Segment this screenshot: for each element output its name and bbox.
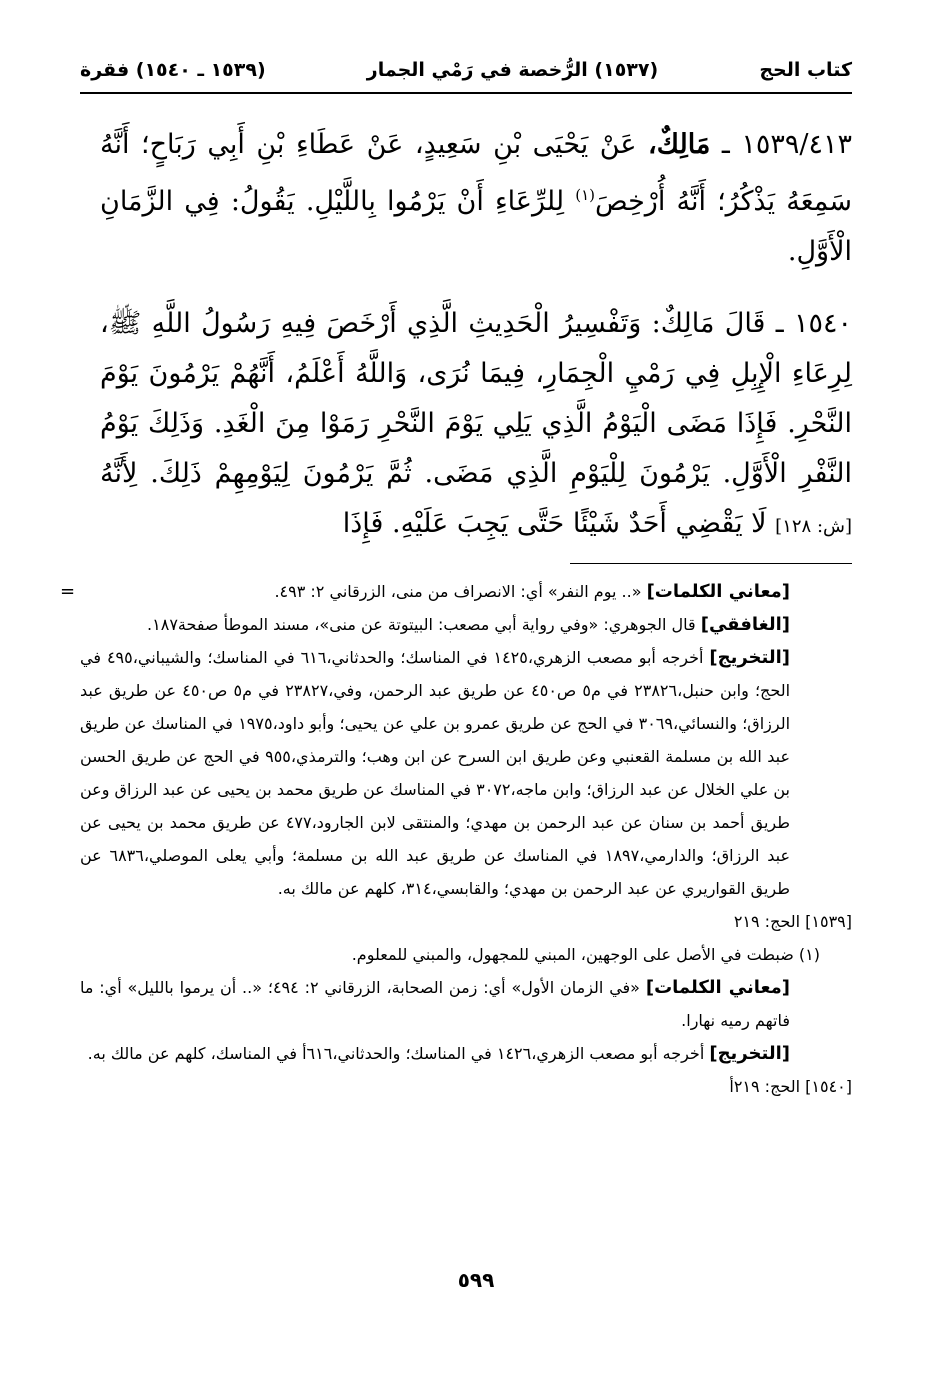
ref-1540: [١٥٤٠] الحج: ٢١٩أ xyxy=(729,1077,852,1096)
note-text: «في الزمان الأول» أي: زمن الصحابة، الزرقاني ٢: ٤٩٤؛ «.. أن يرموا بالليل» أي: ما فاتهم رميه نهارا. xyxy=(80,978,790,1030)
footnote-separator xyxy=(570,563,852,564)
note-ghafiqi xyxy=(80,608,790,641)
note-takhrij xyxy=(80,641,790,905)
footnote-block-1540 xyxy=(80,971,852,1070)
header-paragraph-range: (١٥٣٩ ـ ١٥٤٠) فقرة xyxy=(80,59,266,81)
page-reference: [ش: ١٢٨] xyxy=(775,516,852,537)
note-text: قال الجوهري: «وفي رواية أبي مصعب: البيتوتة عن منى»، مسند الموطأ صفحة١٨٧. xyxy=(147,615,696,634)
footnote-ref[interactable]: (١) xyxy=(575,186,596,204)
paragraph-number: ١٥٤٠ ـ xyxy=(775,308,853,339)
note-takhrij xyxy=(80,1037,790,1070)
paragraph-number: ١٥٣٩/٤١٣ ـ xyxy=(721,129,852,160)
hadith-text: لِلرِّعَاءِ أَنْ يَرْمُوا بِاللَّيْلِ. يَقُولُ: فِي الزَّمَانِ الْأَوَّلِ. xyxy=(100,186,852,267)
narrator-malik: مَالِكٌ، xyxy=(648,129,711,160)
commentary-text: قَالَ مَالِكٌ: وَتَفْسِيرُ الْحَدِيثِ الَّذِي أَرْخَصَ فِيهِ رَسُولُ اللَّهِ ﷺ، لِرِعَاءِ الْإِبِلِ فِي رَمْيِ الْجِمَارِ، فِيمَا نُرَى، وَاللَّهُ أَعْلَمُ، أَنَّهُمْ يَرْمُونَ يَوْمَ النَّحْرِ. فَإِذَا مَضَى الْيَوْمُ الَّذِي يَلِي يَوْمَ النَّحْرِ رَمَوْا مِنَ الْغَدِ. وَذَلِكَ يَوْمُ النَّفْرِ الْأَوَّلِ. يَرْمُونَ لِلْيَوْمِ الَّذِي مَضَى. ثُمَّ يَرْمُونَ لِيَوْمِهِمْ ذَلِكَ. لِأَنَّهُ xyxy=(100,308,852,489)
note-maani xyxy=(80,575,790,608)
label-maani: [معاني الكلمات] xyxy=(645,977,791,998)
page-number: ٥٩٩ xyxy=(457,1268,495,1292)
header-rule xyxy=(80,92,852,94)
main-text xyxy=(100,120,852,552)
label-takhrij: [التخريج] xyxy=(709,1043,790,1064)
continuation-mark: = xyxy=(60,581,76,602)
running-header xyxy=(80,50,852,90)
header-book-title: كتاب الحج xyxy=(759,59,852,81)
note-text: أخرجه أبو مصعب الزهري،١٤٢٥ في المناسك؛ والحدثاني،٦١٦ في المناسك؛ والشيباني،٤٩٥ في الحج؛ وابن حنبل،٢٣٨٢٦ في م٥ ص٤٥٠ عن طريق عبد الرحمن، وفي،٢٣٨٢٧ في م٥ ص٤٥٠ عن طريق عبد الرزاق؛ والنسائي،٣٠٦٩ في الحج عن طريق عمرو بن علي عن يحيى؛ وأبو داود،١٩٧٥ في المناسك عن طريق عبد الله بن مسلمة القعنبي وعن طريق ابن السرح عن ابن وهب؛ والترمذي،٩٥٥ في الحج عن طريق الحسن بن علي الخلال عن عبد الرزاق؛ وابن ماجه،٣٠٧٢ في المناسك عن طريق محمد بن يحيى عن عبد الرزاق وعن طريق أحمد بن سنان عن عبد الرحمن بن مهدي؛ والمنتقى لابن الجارود،٤٧٧ عن طريق محمد بن يحيى عن عبد الرزاق؛ والدارمي،١٨٩٧ في المناسك عن طريق عبد الله بن مسلمة؛ وأبي يعلى الموصلي،٦٨٣٦ عن طريق القواريري عن عبد الرحمن بن مهدي؛ والقابسي،٣١٤، كلهم عن مالك به. xyxy=(80,648,791,898)
note-text: «.. يوم النفر» أي: الانصراف من منى، الزرقاني ٢: ٤٩٣. xyxy=(274,582,642,601)
ref-1539: [١٥٣٩] الحج: ٢١٩ xyxy=(733,912,852,931)
hadith-text: عَنْ يَحْيَى بْنِ سَعِيدٍ، عَنْ عَطَاءِ بْنِ أَبِي رَبَاحٍ؛ أَنَّهُ سَمِعَهُ يَذْكُرُ؛ أَنَّهُ أُرْخِصَ xyxy=(100,129,852,217)
footnotes xyxy=(60,575,852,1103)
note-maani xyxy=(80,971,790,1037)
label-ghafiqi: [الغافقي] xyxy=(700,614,790,635)
label-takhrij: [التخريج] xyxy=(709,647,791,668)
note-text: أخرجه أبو مصعب الزهري،١٤٢٦ في المناسك؛ والحدثاني،٦١٦أ في المناسك، كلهم عن مالك به. xyxy=(87,1044,705,1063)
footnote-1: (١) ضبطت في الأصل على الوجهين، المبني للمجهول، والمبني للمعلوم. xyxy=(351,945,820,964)
commentary-text: لَا يَقْضِي أَحَدٌ شَيْئًا حَتَّى يَجِبَ عَلَيْهِ. فَإِذَا xyxy=(342,508,767,539)
paragraph-1540 xyxy=(100,299,852,552)
header-chapter-title: (١٥٣٧) الرُّخصة في رَمْي الجمار xyxy=(366,59,659,81)
paragraph-1539 xyxy=(100,120,852,277)
label-maani: [معاني الكلمات] xyxy=(646,581,790,602)
footnote-block-1539 xyxy=(60,575,852,905)
